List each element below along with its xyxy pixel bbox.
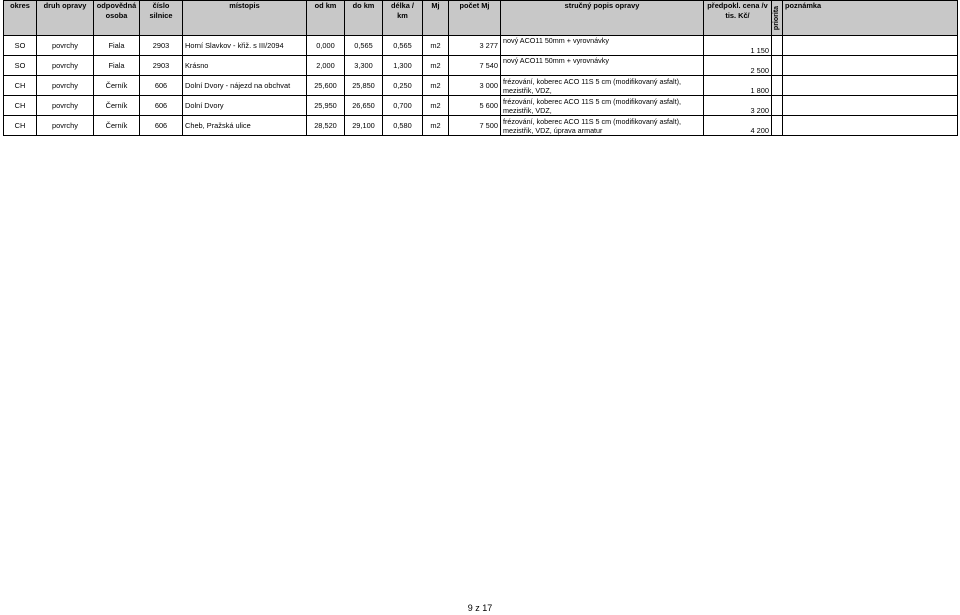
table-row: [4, 116, 958, 136]
cell-priorita: [772, 36, 783, 56]
cell-pocet: 7 540: [449, 56, 501, 76]
cell-od: 0,000: [307, 36, 345, 56]
cell-do: 3,300: [345, 56, 383, 76]
cell-mj: m2: [423, 116, 449, 136]
cell-popis: frézování, koberec ACO 11S 5 cm (modifikovaný asfalt), mezistřik, VDZ,: [501, 96, 704, 116]
col-priorita: [772, 1, 783, 36]
cell-pocet: 3 000: [449, 76, 501, 96]
cell-cislo: 2903: [140, 56, 183, 76]
cell-mj: m2: [423, 36, 449, 56]
table-row: [4, 96, 958, 116]
cell-do: 26,650: [345, 96, 383, 116]
cell-cena: 1 150: [704, 36, 772, 56]
cell-do: 29,100: [345, 116, 383, 136]
col-okres: okres: [4, 1, 37, 36]
cell-priorita: [772, 56, 783, 76]
cell-mistopis: Cheb, Pražská ulice: [183, 116, 307, 136]
col-odpovedna-osoba: odpovědná osoba: [94, 1, 140, 36]
cell-od: 2,000: [307, 56, 345, 76]
cell-cislo: 606: [140, 76, 183, 96]
cell-druh: povrchy: [37, 36, 94, 56]
cell-druh: povrchy: [37, 76, 94, 96]
cell-cena: 3 200: [704, 96, 772, 116]
page-number: 9 z 17: [467, 603, 493, 613]
cell-delka: 0,580: [383, 116, 423, 136]
cell-osoba: Černík: [94, 116, 140, 136]
cell-mj: m2: [423, 56, 449, 76]
col-do-km: do km: [345, 1, 383, 36]
cell-cena: 1 800: [704, 76, 772, 96]
cell-druh: povrchy: [37, 96, 94, 116]
cell-poznamka: [783, 36, 958, 56]
cell-okres: SO: [4, 36, 37, 56]
cell-delka: 0,250: [383, 76, 423, 96]
table-row: [4, 76, 958, 96]
cell-poznamka: [783, 96, 958, 116]
cell-popis: frézování, koberec ACO 11S 5 cm (modifikovaný asfalt), mezistřik, VDZ,: [501, 76, 704, 96]
cell-pocet: 7 500: [449, 116, 501, 136]
cell-poznamka: [783, 56, 958, 76]
cell-priorita: [772, 96, 783, 116]
col-mistopis: místopis: [183, 1, 307, 36]
cell-osoba: Černík: [94, 96, 140, 116]
cell-okres: CH: [4, 116, 37, 136]
cell-poznamka: [783, 116, 958, 136]
cell-druh: povrchy: [37, 56, 94, 76]
cell-mistopis: Krásno: [183, 56, 307, 76]
cell-od: 25,950: [307, 96, 345, 116]
col-pocet-mj: počet Mj: [449, 1, 501, 36]
cell-od: 25,600: [307, 76, 345, 96]
cell-mj: m2: [423, 96, 449, 116]
col-poznamka: poznámka: [783, 1, 958, 36]
cell-cislo: 2903: [140, 36, 183, 56]
cell-popis: nový ACO11 50mm + vyrovnávky: [501, 36, 704, 56]
table-row: [4, 36, 958, 56]
col-cislo-silnice: číslo silnice: [140, 1, 183, 36]
cell-popis: frézování, koberec ACO 11S 5 cm (modifikovaný asfalt), mezistřik, VDZ, úprava armatur: [501, 116, 704, 136]
cell-cislo: 606: [140, 96, 183, 116]
cell-mistopis: Dolní Dvory: [183, 96, 307, 116]
cell-od: 28,520: [307, 116, 345, 136]
cell-okres: CH: [4, 96, 37, 116]
cell-mistopis: Dolní Dvory - nájezd na obchvat: [183, 76, 307, 96]
cell-mj: m2: [423, 76, 449, 96]
col-mj: Mj: [423, 1, 449, 36]
cell-popis: nový ACO11 50mm + vyrovnávky: [501, 56, 704, 76]
cell-okres: CH: [4, 76, 37, 96]
header-row: [4, 1, 958, 36]
col-druh-opravy: druh opravy: [37, 1, 94, 36]
cell-priorita: [772, 76, 783, 96]
repair-plan-table: [3, 0, 958, 136]
cell-priorita: [772, 116, 783, 136]
cell-pocet: 3 277: [449, 36, 501, 56]
cell-osoba: Černík: [94, 76, 140, 96]
col-priorita-label: priorita: [773, 5, 780, 31]
cell-do: 25,850: [345, 76, 383, 96]
cell-cena: 4 200: [704, 116, 772, 136]
cell-cena: 2 500: [704, 56, 772, 76]
cell-poznamka: [783, 76, 958, 96]
table-row: [4, 56, 958, 76]
cell-delka: 0,700: [383, 96, 423, 116]
cell-okres: SO: [4, 56, 37, 76]
cell-delka: 1,300: [383, 56, 423, 76]
cell-delka: 0,565: [383, 36, 423, 56]
col-od-km: od km: [307, 1, 345, 36]
cell-mistopis: Horní Slavkov - křiž. s III/2094: [183, 36, 307, 56]
col-popis-opravy: stručný popis opravy: [501, 1, 704, 36]
cell-pocet: 5 600: [449, 96, 501, 116]
cell-cislo: 606: [140, 116, 183, 136]
col-predpokl-cena: předpokl. cena /v tis. Kč/: [704, 1, 772, 36]
cell-druh: povrchy: [37, 116, 94, 136]
cell-do: 0,565: [345, 36, 383, 56]
col-delka: délka / km: [383, 1, 423, 36]
cell-osoba: Fiala: [94, 36, 140, 56]
cell-osoba: Fiala: [94, 56, 140, 76]
